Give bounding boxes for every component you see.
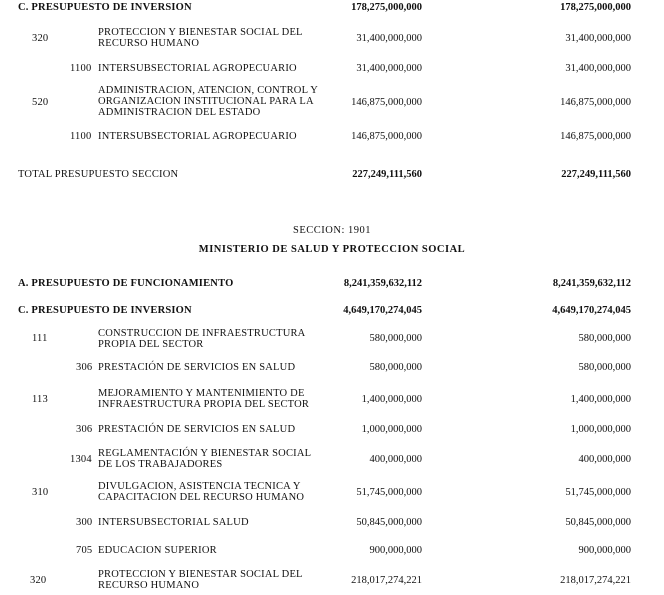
row-value-2: 146,875,000,000 xyxy=(560,97,631,108)
funcionamiento-value-1: 8,241,359,632,112 xyxy=(343,278,422,289)
row-desc-line1: MEJORAMIENTO Y MANTENIMIENTO DE xyxy=(98,388,305,399)
inversion-value-1: 4,649,170,274,045 xyxy=(343,305,422,316)
total-label: TOTAL PRESUPUESTO SECCION xyxy=(18,169,179,180)
row-value-1: 400,000,000 xyxy=(369,454,422,465)
row-value-2: 218,017,274,221 xyxy=(560,575,631,586)
row-code: 1100 xyxy=(70,131,92,142)
row-value-2: 900,000,000 xyxy=(578,545,631,556)
row-desc-line2: PROPIA DEL SECTOR xyxy=(98,339,204,350)
row-desc-line2: DE LOS TRABAJADORES xyxy=(98,459,223,470)
row-value-1: 146,875,000,000 xyxy=(351,131,422,142)
funcionamiento-heading: A. PRESUPUESTO DE FUNCIONAMIENTO xyxy=(18,278,234,289)
row-value-2: 146,875,000,000 xyxy=(560,131,631,142)
row-code: 520 xyxy=(32,97,49,108)
row-code: 1304 xyxy=(70,454,92,465)
row-value-1: 218,017,274,221 xyxy=(351,575,422,586)
row-desc-line1: INTERSUBSECTORIAL AGROPECUARIO xyxy=(98,63,297,74)
row-code: 111 xyxy=(32,333,48,344)
row-desc-line1: PROTECCION Y BIENESTAR SOCIAL DEL xyxy=(98,27,303,38)
row-code: 300 xyxy=(76,517,93,528)
row-value-2: 31,400,000,000 xyxy=(565,63,631,74)
row-code: 306 xyxy=(76,424,93,435)
row-value-1: 146,875,000,000 xyxy=(351,97,422,108)
row-value-1: 51,745,000,000 xyxy=(356,487,422,498)
row-desc-line2: CAPACITACION DEL RECURSO HUMANO xyxy=(98,492,305,503)
row-value-1: 580,000,000 xyxy=(369,333,422,344)
inversion-value-2: 178,275,000,000 xyxy=(560,2,631,13)
row-desc-line2: RECURSO HUMANO xyxy=(98,38,200,49)
row-value-1: 31,400,000,000 xyxy=(356,33,422,44)
row-desc-line1: INTERSUBSECTORIAL SALUD xyxy=(98,517,249,528)
section-title: SECCION: 1901 xyxy=(293,225,371,236)
row-desc-line1: ADMINISTRACION, ATENCION, CONTROL Y xyxy=(98,85,319,96)
inversion-heading: C. PRESUPUESTO DE INVERSION xyxy=(18,2,192,13)
row-value-1: 1,000,000,000 xyxy=(361,424,422,435)
row-code: 306 xyxy=(76,362,93,373)
inversion-heading: C. PRESUPUESTO DE INVERSION xyxy=(18,305,192,316)
row-code: 320 xyxy=(30,575,47,586)
row-value-1: 31,400,000,000 xyxy=(356,63,422,74)
row-desc-line2: INFRAESTRUCTURA PROPIA DEL SECTOR xyxy=(98,399,310,410)
row-code: 320 xyxy=(32,33,49,44)
row-desc-line1: REGLAMENTACIÓN Y BIENESTAR SOCIAL xyxy=(98,448,312,459)
row-value-2: 580,000,000 xyxy=(578,333,631,344)
row-value-2: 31,400,000,000 xyxy=(565,33,631,44)
row-desc-line1: CONSTRUCCION DE INFRAESTRUCTURA xyxy=(98,328,306,339)
section-name: MINISTERIO DE SALUD Y PROTECCION SOCIAL xyxy=(198,244,466,255)
row-desc-line3: ADMINISTRACION DEL ESTADO xyxy=(98,107,261,118)
row-desc-line1: PRESTACIÓN DE SERVICIOS EN SALUD xyxy=(98,424,296,435)
row-value-1: 580,000,000 xyxy=(369,362,422,373)
funcionamiento-value-2: 8,241,359,632,112 xyxy=(552,278,631,289)
inversion-value-2: 4,649,170,274,045 xyxy=(552,305,631,316)
row-value-2: 1,000,000,000 xyxy=(570,424,631,435)
row-desc-line1: EDUCACION SUPERIOR xyxy=(98,545,217,556)
row-value-2: 580,000,000 xyxy=(578,362,631,373)
total-value-1: 227,249,111,560 xyxy=(352,169,422,180)
row-value-2: 51,745,000,000 xyxy=(565,487,631,498)
row-desc-line1: INTERSUBSECTORIAL AGROPECUARIO xyxy=(98,131,297,142)
inversion-value-1: 178,275,000,000 xyxy=(351,2,422,13)
row-desc-line1: DIVULGACION, ASISTENCIA TECNICA Y xyxy=(98,481,301,492)
row-value-2: 50,845,000,000 xyxy=(565,517,631,528)
row-code: 705 xyxy=(76,545,93,556)
row-desc-line2: ORGANIZACION INSTITUCIONAL PARA LA xyxy=(98,96,314,107)
total-value-2: 227,249,111,560 xyxy=(561,169,631,180)
row-value-1: 900,000,000 xyxy=(369,545,422,556)
row-code: 310 xyxy=(32,487,49,498)
row-code: 1100 xyxy=(70,63,92,74)
row-value-1: 50,845,000,000 xyxy=(356,517,422,528)
row-desc-line2: RECURSO HUMANO xyxy=(98,580,200,591)
row-desc-line1: PRESTACIÓN DE SERVICIOS EN SALUD xyxy=(98,362,296,373)
row-code: 113 xyxy=(32,394,48,405)
row-desc-line1: PROTECCION Y BIENESTAR SOCIAL DEL xyxy=(98,569,303,580)
row-value-2: 1,400,000,000 xyxy=(570,394,631,405)
row-value-1: 1,400,000,000 xyxy=(361,394,422,405)
row-value-2: 400,000,000 xyxy=(578,454,631,465)
